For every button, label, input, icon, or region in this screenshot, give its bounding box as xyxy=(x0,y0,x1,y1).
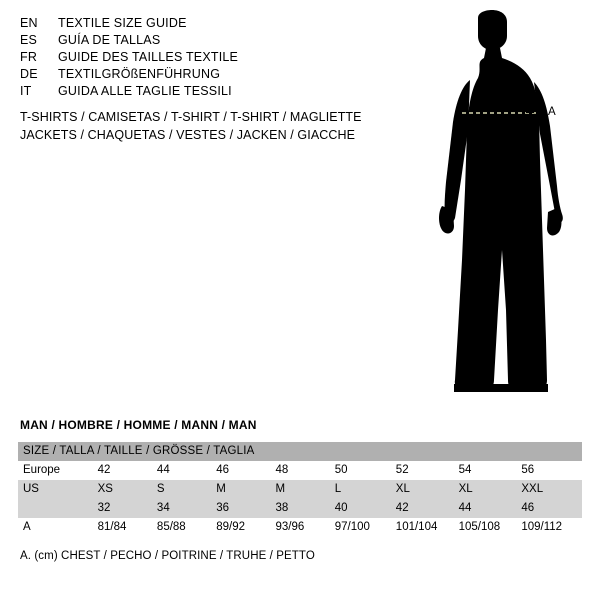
table-header-label: SIZE / TALLA / TAILLE / GRÖSSE / TAGLIA xyxy=(23,445,255,457)
category-block xyxy=(20,108,380,144)
measure-leader-line xyxy=(526,112,544,113)
cell: L xyxy=(334,483,342,495)
cell: 42 xyxy=(97,464,111,476)
language-title: GUIDA ALLE TAGLIE TESSILI xyxy=(58,84,232,98)
size-table xyxy=(18,442,582,537)
row-label: A xyxy=(23,521,31,533)
cell: XXL xyxy=(521,483,544,495)
cell: XS xyxy=(97,483,113,495)
male-torso-silhouette-icon xyxy=(420,10,590,400)
table-row xyxy=(18,480,582,499)
cell: 50 xyxy=(334,464,348,476)
cell: 105/108 xyxy=(458,521,501,533)
table-row xyxy=(18,518,582,537)
cell: 81/84 xyxy=(97,521,127,533)
footnote: A. (cm) CHEST / PECHO / POITRINE / TRUHE / PETTO xyxy=(20,550,315,562)
cell: 101/104 xyxy=(395,521,438,533)
cell: XL xyxy=(458,483,473,495)
cell: 46 xyxy=(216,464,229,476)
language-code: IT xyxy=(20,84,32,98)
language-row xyxy=(20,33,360,50)
cell: 85/88 xyxy=(156,521,186,533)
language-code: EN xyxy=(20,16,38,30)
cell: 46 xyxy=(521,502,535,514)
language-row xyxy=(20,84,360,101)
language-title: TEXTILGRÖßENFÜHRUNG xyxy=(58,67,221,81)
language-code: FR xyxy=(20,50,38,64)
cell: M xyxy=(216,483,226,495)
row-label: US xyxy=(23,483,39,495)
cell: 40 xyxy=(334,502,348,514)
category-line-tshirts: T-SHIRTS / CAMISETAS / T-SHIRT / T-SHIRT / MAGLIETTE xyxy=(20,110,362,124)
cell: 52 xyxy=(395,464,409,476)
language-title: GUÍA DE TALLAS xyxy=(58,33,161,47)
cell: S xyxy=(156,483,165,495)
measure-label-a: A xyxy=(548,106,556,118)
cell: 109/112 xyxy=(521,521,563,533)
cell: 97/100 xyxy=(334,521,370,533)
cell: 44 xyxy=(156,464,170,476)
cell: 34 xyxy=(156,502,170,514)
language-title: TEXTILE SIZE GUIDE xyxy=(58,16,187,30)
language-header-block xyxy=(20,16,360,101)
language-row xyxy=(20,50,360,67)
table-row xyxy=(18,461,582,480)
cell: 42 xyxy=(395,502,409,514)
row-label: Europe xyxy=(23,464,61,476)
table-row xyxy=(18,499,582,518)
language-row xyxy=(20,67,360,84)
cell: 56 xyxy=(521,464,535,476)
cell: 32 xyxy=(97,502,111,514)
cell: 36 xyxy=(216,502,229,514)
table-header-row xyxy=(18,442,582,461)
row-label xyxy=(18,499,96,518)
language-title: GUIDE DES TAILLES TEXTILE xyxy=(58,50,239,64)
cell: 44 xyxy=(458,502,472,514)
cell: M xyxy=(275,483,286,495)
language-row xyxy=(20,16,360,33)
language-code: DE xyxy=(20,67,38,81)
cell: 54 xyxy=(458,464,472,476)
cell: 38 xyxy=(275,502,289,514)
cell: 48 xyxy=(275,464,289,476)
category-line-jackets: JACKETS / CHAQUETAS / VESTES / JACKEN / GIACCHE xyxy=(20,128,356,142)
language-code: ES xyxy=(20,33,38,47)
cell: 89/92 xyxy=(216,521,245,533)
cell: XL xyxy=(395,483,410,495)
table-title: MAN / HOMBRE / HOMME / MANN / MAN xyxy=(20,418,257,432)
cell: 93/96 xyxy=(275,521,305,533)
